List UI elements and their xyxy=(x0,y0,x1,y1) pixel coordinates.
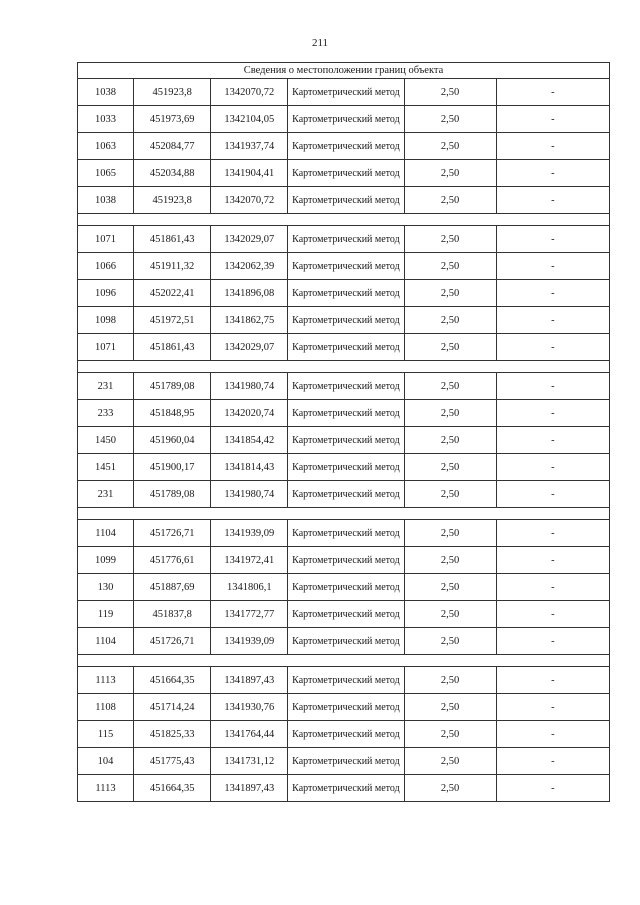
x-coordinate-cell: 451837,8 xyxy=(134,601,211,628)
table-row xyxy=(78,601,610,628)
x-coordinate-cell: 451972,51 xyxy=(134,307,211,334)
method-cell: Картометрический метод xyxy=(288,667,404,694)
y-coordinate-cell: 1342070,72 xyxy=(211,79,288,106)
method-cell: Картометрический метод xyxy=(288,454,404,481)
x-coordinate-cell: 451714,24 xyxy=(134,694,211,721)
x-coordinate-cell: 452084,77 xyxy=(134,133,211,160)
table-row xyxy=(78,79,610,106)
accuracy-cell: 2,50 xyxy=(404,226,496,253)
table-row xyxy=(78,133,610,160)
y-coordinate-cell: 1341897,43 xyxy=(211,667,288,694)
note-cell: - xyxy=(496,721,609,748)
accuracy-cell: 2,50 xyxy=(404,106,496,133)
table-row xyxy=(78,187,610,214)
table-row xyxy=(78,307,610,334)
table-row xyxy=(78,373,610,400)
note-cell: - xyxy=(496,226,609,253)
accuracy-cell: 2,50 xyxy=(404,628,496,655)
note-cell: - xyxy=(496,253,609,280)
accuracy-cell: 2,50 xyxy=(404,748,496,775)
note-cell: - xyxy=(496,280,609,307)
note-cell: - xyxy=(496,79,609,106)
table-header: Сведения о местоположении границ объекта xyxy=(78,63,610,79)
method-cell: Картометрический метод xyxy=(288,427,404,454)
point-number-cell: 1113 xyxy=(78,775,134,802)
point-number-cell: 231 xyxy=(78,373,134,400)
accuracy-cell: 2,50 xyxy=(404,520,496,547)
x-coordinate-cell: 451664,35 xyxy=(134,667,211,694)
table-row xyxy=(78,775,610,802)
boundary-table xyxy=(77,62,610,802)
x-coordinate-cell: 451726,71 xyxy=(134,628,211,655)
accuracy-cell: 2,50 xyxy=(404,574,496,601)
y-coordinate-cell: 1342104,05 xyxy=(211,106,288,133)
method-cell: Картометрический метод xyxy=(288,628,404,655)
group-separator-row xyxy=(78,214,610,226)
note-cell: - xyxy=(496,373,609,400)
group-separator xyxy=(78,214,610,226)
point-number-cell: 130 xyxy=(78,574,134,601)
x-coordinate-cell: 451861,43 xyxy=(134,334,211,361)
point-number-cell: 104 xyxy=(78,748,134,775)
method-cell: Картометрический метод xyxy=(288,721,404,748)
y-coordinate-cell: 1341937,74 xyxy=(211,133,288,160)
note-cell: - xyxy=(496,748,609,775)
y-coordinate-cell: 1341896,08 xyxy=(211,280,288,307)
method-cell: Картометрический метод xyxy=(288,775,404,802)
note-cell: - xyxy=(496,334,609,361)
method-cell: Картометрический метод xyxy=(288,481,404,508)
x-coordinate-cell: 451664,35 xyxy=(134,775,211,802)
point-number-cell: 1099 xyxy=(78,547,134,574)
method-cell: Картометрический метод xyxy=(288,520,404,547)
x-coordinate-cell: 451848,95 xyxy=(134,400,211,427)
note-cell: - xyxy=(496,520,609,547)
method-cell: Картометрический метод xyxy=(288,694,404,721)
note-cell: - xyxy=(496,481,609,508)
y-coordinate-cell: 1341806,1 xyxy=(211,574,288,601)
y-coordinate-cell: 1342070,72 xyxy=(211,187,288,214)
x-coordinate-cell: 451726,71 xyxy=(134,520,211,547)
accuracy-cell: 2,50 xyxy=(404,79,496,106)
x-coordinate-cell: 451887,69 xyxy=(134,574,211,601)
method-cell: Картометрический метод xyxy=(288,253,404,280)
point-number-cell: 1063 xyxy=(78,133,134,160)
accuracy-cell: 2,50 xyxy=(404,427,496,454)
x-coordinate-cell: 451900,17 xyxy=(134,454,211,481)
point-number-cell: 1098 xyxy=(78,307,134,334)
point-number-cell: 119 xyxy=(78,601,134,628)
x-coordinate-cell: 451923,8 xyxy=(134,187,211,214)
note-cell: - xyxy=(496,667,609,694)
y-coordinate-cell: 1341980,74 xyxy=(211,481,288,508)
note-cell: - xyxy=(496,106,609,133)
x-coordinate-cell: 451960,04 xyxy=(134,427,211,454)
y-coordinate-cell: 1341862,75 xyxy=(211,307,288,334)
group-separator-row xyxy=(78,361,610,373)
method-cell: Картометрический метод xyxy=(288,373,404,400)
accuracy-cell: 2,50 xyxy=(404,373,496,400)
y-coordinate-cell: 1341854,42 xyxy=(211,427,288,454)
x-coordinate-cell: 451789,08 xyxy=(134,373,211,400)
note-cell: - xyxy=(496,574,609,601)
group-separator xyxy=(78,655,610,667)
page-number: 211 xyxy=(311,37,329,49)
point-number-cell: 1096 xyxy=(78,280,134,307)
y-coordinate-cell: 1341972,41 xyxy=(211,547,288,574)
accuracy-cell: 2,50 xyxy=(404,307,496,334)
note-cell: - xyxy=(496,547,609,574)
boundary-table-container xyxy=(77,62,610,802)
table-row xyxy=(78,520,610,547)
y-coordinate-cell: 1342029,07 xyxy=(211,334,288,361)
table-row xyxy=(78,427,610,454)
y-coordinate-cell: 1341772,77 xyxy=(211,601,288,628)
group-separator xyxy=(78,508,610,520)
y-coordinate-cell: 1341930,76 xyxy=(211,694,288,721)
y-coordinate-cell: 1341764,44 xyxy=(211,721,288,748)
table-row xyxy=(78,334,610,361)
accuracy-cell: 2,50 xyxy=(404,334,496,361)
accuracy-cell: 2,50 xyxy=(404,454,496,481)
table-row xyxy=(78,694,610,721)
x-coordinate-cell: 452022,41 xyxy=(134,280,211,307)
y-coordinate-cell: 1341897,43 xyxy=(211,775,288,802)
y-coordinate-cell: 1341939,09 xyxy=(211,628,288,655)
table-row xyxy=(78,160,610,187)
table-row xyxy=(78,748,610,775)
accuracy-cell: 2,50 xyxy=(404,547,496,574)
y-coordinate-cell: 1341904,41 xyxy=(211,160,288,187)
table-row xyxy=(78,454,610,481)
table-header-row xyxy=(78,63,610,79)
note-cell: - xyxy=(496,775,609,802)
table-row xyxy=(78,481,610,508)
point-number-cell: 1071 xyxy=(78,334,134,361)
y-coordinate-cell: 1342020,74 xyxy=(211,400,288,427)
accuracy-cell: 2,50 xyxy=(404,400,496,427)
method-cell: Картометрический метод xyxy=(288,400,404,427)
point-number-cell: 115 xyxy=(78,721,134,748)
table-row xyxy=(78,667,610,694)
method-cell: Картометрический метод xyxy=(288,133,404,160)
x-coordinate-cell: 451789,08 xyxy=(134,481,211,508)
method-cell: Картометрический метод xyxy=(288,280,404,307)
x-coordinate-cell: 451923,8 xyxy=(134,79,211,106)
x-coordinate-cell: 451911,32 xyxy=(134,253,211,280)
method-cell: Картометрический метод xyxy=(288,547,404,574)
point-number-cell: 1451 xyxy=(78,454,134,481)
point-number-cell: 1038 xyxy=(78,79,134,106)
accuracy-cell: 2,50 xyxy=(404,601,496,628)
y-coordinate-cell: 1342029,07 xyxy=(211,226,288,253)
table-row xyxy=(78,628,610,655)
point-number-cell: 1038 xyxy=(78,187,134,214)
accuracy-cell: 2,50 xyxy=(404,133,496,160)
y-coordinate-cell: 1342062,39 xyxy=(211,253,288,280)
x-coordinate-cell: 451776,61 xyxy=(134,547,211,574)
note-cell: - xyxy=(496,160,609,187)
accuracy-cell: 2,50 xyxy=(404,667,496,694)
x-coordinate-cell: 451775,43 xyxy=(134,748,211,775)
point-number-cell: 1033 xyxy=(78,106,134,133)
group-separator xyxy=(78,361,610,373)
table-row xyxy=(78,280,610,307)
boundary-table-body xyxy=(78,63,610,802)
note-cell: - xyxy=(496,601,609,628)
method-cell: Картометрический метод xyxy=(288,160,404,187)
table-row xyxy=(78,721,610,748)
x-coordinate-cell: 452034,88 xyxy=(134,160,211,187)
point-number-cell: 1450 xyxy=(78,427,134,454)
point-number-cell: 1104 xyxy=(78,628,134,655)
x-coordinate-cell: 451825,33 xyxy=(134,721,211,748)
method-cell: Картометрический метод xyxy=(288,334,404,361)
point-number-cell: 1071 xyxy=(78,226,134,253)
accuracy-cell: 2,50 xyxy=(404,481,496,508)
x-coordinate-cell: 451861,43 xyxy=(134,226,211,253)
y-coordinate-cell: 1341939,09 xyxy=(211,520,288,547)
note-cell: - xyxy=(496,628,609,655)
point-number-cell: 231 xyxy=(78,481,134,508)
point-number-cell: 1113 xyxy=(78,667,134,694)
note-cell: - xyxy=(496,454,609,481)
table-row xyxy=(78,574,610,601)
table-row xyxy=(78,400,610,427)
table-row xyxy=(78,106,610,133)
note-cell: - xyxy=(496,400,609,427)
method-cell: Картометрический метод xyxy=(288,748,404,775)
method-cell: Картометрический метод xyxy=(288,574,404,601)
method-cell: Картометрический метод xyxy=(288,79,404,106)
y-coordinate-cell: 1341731,12 xyxy=(211,748,288,775)
y-coordinate-cell: 1341814,43 xyxy=(211,454,288,481)
group-separator-row xyxy=(78,508,610,520)
table-row xyxy=(78,253,610,280)
point-number-cell: 1108 xyxy=(78,694,134,721)
note-cell: - xyxy=(496,427,609,454)
method-cell: Картометрический метод xyxy=(288,226,404,253)
note-cell: - xyxy=(496,307,609,334)
accuracy-cell: 2,50 xyxy=(404,160,496,187)
method-cell: Картометрический метод xyxy=(288,106,404,133)
note-cell: - xyxy=(496,133,609,160)
method-cell: Картометрический метод xyxy=(288,601,404,628)
method-cell: Картометрический метод xyxy=(288,307,404,334)
point-number-cell: 1066 xyxy=(78,253,134,280)
table-row xyxy=(78,226,610,253)
point-number-cell: 233 xyxy=(78,400,134,427)
accuracy-cell: 2,50 xyxy=(404,280,496,307)
y-coordinate-cell: 1341980,74 xyxy=(211,373,288,400)
accuracy-cell: 2,50 xyxy=(404,253,496,280)
note-cell: - xyxy=(496,187,609,214)
table-row xyxy=(78,547,610,574)
group-separator-row xyxy=(78,655,610,667)
method-cell: Картометрический метод xyxy=(288,187,404,214)
point-number-cell: 1065 xyxy=(78,160,134,187)
x-coordinate-cell: 451973,69 xyxy=(134,106,211,133)
point-number-cell: 1104 xyxy=(78,520,134,547)
accuracy-cell: 2,50 xyxy=(404,775,496,802)
accuracy-cell: 2,50 xyxy=(404,187,496,214)
note-cell: - xyxy=(496,694,609,721)
accuracy-cell: 2,50 xyxy=(404,721,496,748)
accuracy-cell: 2,50 xyxy=(404,694,496,721)
